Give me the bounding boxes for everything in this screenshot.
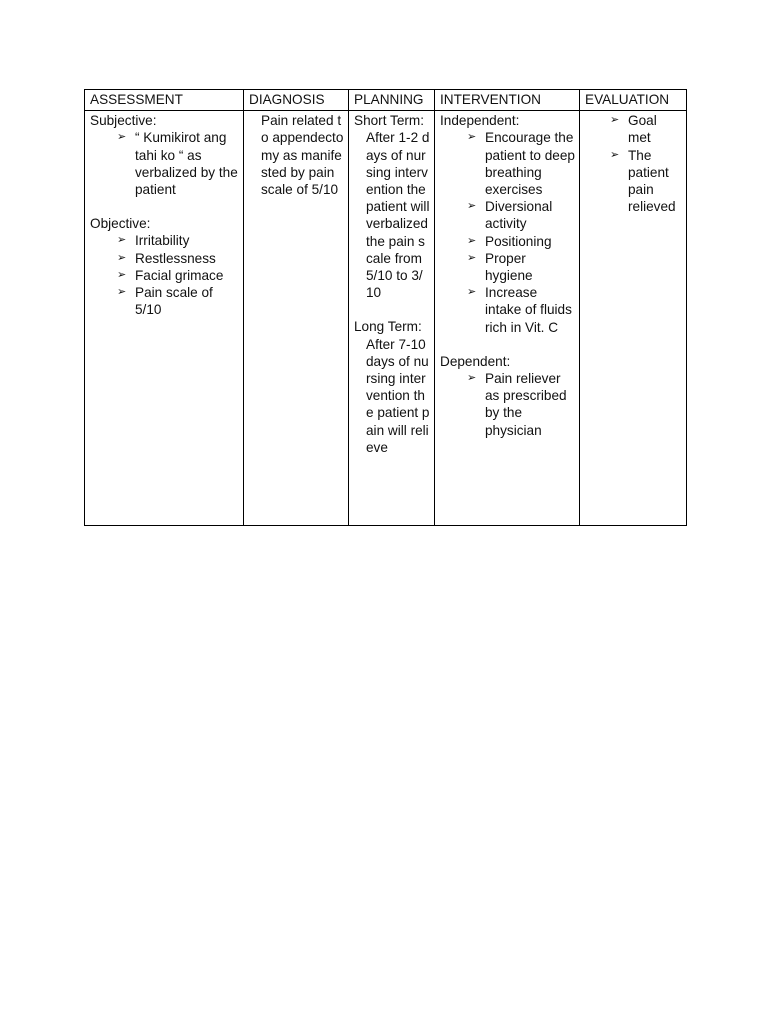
evaluation-list [585,112,682,215]
list-item: ➢ Positioning [467,233,552,249]
short-term-label: Short Term: [354,113,425,129]
subjective-label: Subjective: [90,113,157,129]
arrow-bullet-icon: ➢ [467,251,477,264]
list-item: ➢ Pain reliever as prescribed by the physician [467,371,567,438]
dependent-list [440,370,575,439]
diagnosis-cell [244,111,349,526]
header-diagnosis: DIAGNOSIS [244,90,349,111]
arrow-bullet-icon: ➢ [467,131,477,144]
arrow-bullet-icon: ➢ [467,286,477,299]
objective-list [90,232,239,318]
long-term-text: After 7-10 days of nursing intervention the patient pain will relieve [366,336,430,455]
assessment-cell [85,111,244,526]
evaluation-cell [580,111,687,526]
arrow-bullet-icon: ➢ [117,251,127,264]
diagnosis-text: Pain related to appendectomy as manifested by pain scale of 5/10 [261,113,344,198]
list-item: ➢ “ Kumikirot ang tahi ko “ as verbalized by the patient [117,130,238,198]
list-item: ➢ Irritability [117,233,190,249]
header-intervention: INTERVENTION [435,90,580,111]
list-item: ➢ Diversional activity [467,199,553,232]
list-item: ➢ Facial grimace [117,267,224,283]
content-row [85,111,687,526]
arrow-bullet-icon: ➢ [117,131,127,144]
list-item: ➢ The patient pain relieved [610,147,676,215]
arrow-bullet-icon: ➢ [610,148,620,161]
arrow-bullet-icon: ➢ [117,268,127,281]
list-item: ➢ Increase intake of fluids rich in Vit. C [467,285,572,335]
list-item: ➢ Goal met [610,113,657,146]
list-item: ➢ Proper hygiene [467,250,533,284]
list-item: ➢ Encourage the patient to deep breathing exercises [467,130,575,198]
header-assessment: ASSESSMENT [85,90,244,111]
arrow-bullet-icon: ➢ [467,200,477,213]
dependent-label: Dependent: [440,353,511,369]
long-term-label: Long Term: [354,319,422,335]
arrow-bullet-icon: ➢ [467,372,477,385]
arrow-bullet-icon: ➢ [117,234,127,247]
list-item: ➢ Pain scale of 5/10 [117,285,213,318]
short-term-text: After 1-2 days of nursing intervention the patient will verbalized the pain scale from 5/10 to 3/10 [366,130,430,301]
header-row [85,90,687,111]
subjective-list [90,129,239,198]
header-planning: PLANNING [349,90,435,111]
objective-label: Objective: [90,216,151,232]
intervention-cell [435,111,580,526]
header-evaluation: EVALUATION [580,90,687,111]
independent-list [440,129,575,335]
planning-cell [349,111,435,526]
arrow-bullet-icon: ➢ [467,234,477,247]
nursing-care-plan-table [84,89,687,526]
list-item: ➢ Restlessness [117,250,216,266]
arrow-bullet-icon: ➢ [117,286,127,299]
independent-label: Independent: [440,113,520,129]
arrow-bullet-icon: ➢ [610,114,620,127]
